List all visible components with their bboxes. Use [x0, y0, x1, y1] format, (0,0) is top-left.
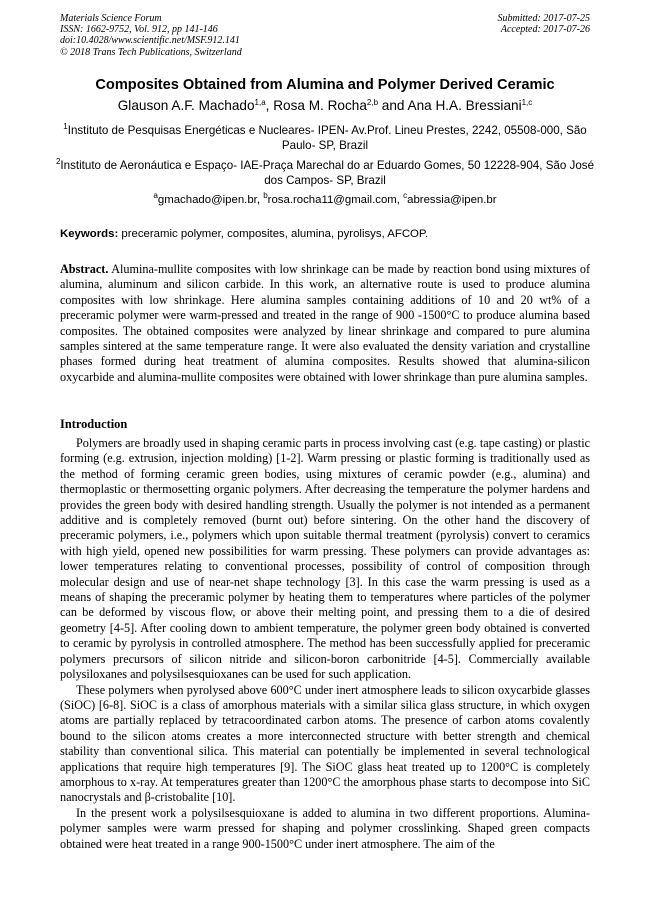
accepted-date: Accepted: 2017-07-26: [500, 24, 590, 36]
intro-paragraph: These polymers when pyrolysed above 600°C under inert atmosphere leads to silicon oxycarbide glasses (SiOC) [6-8]. SiOC is a class of amorphous materials with a similar silica glass structure, in which oxygen atoms are partially replaced by tetracoordinated carbon atoms. The presence of carbon atoms covalently bound to the silicon atoms creates a more interconnected structure with better strength and chemical stability than conventional silica. This material can potentially be implemented in several technological applications that require high temperatures [9]. The SiOC glass heat treated up to 1200°C is completely amorphous to x-ray. At temperatures greater than 1200°C the amorphous phase starts to decompose into SiC nanocrystals and β-cristobalite [10].: [60, 682, 590, 805]
issn-line: ISSN: 1662-9752, Vol. 912, pp 141-146: [60, 24, 218, 36]
journal-header: [60, 13, 242, 58]
author-sup: 1,a: [254, 98, 266, 107]
affiliation-2: [55, 159, 595, 188]
affiliation-sup: 1: [63, 122, 68, 131]
affiliation-sup: 2: [55, 157, 61, 166]
email-sup: b: [263, 191, 268, 200]
paper-title: Composites Obtained from Alumina and Polymer Derived Ceramic: [95, 77, 555, 93]
abstract-text: Alumina-mullite composites with low shrinkage can be made by reaction bond using mixtures of alumina, aluminum and silicon carbide. In this work, an alternative route is used to produce alumina composites with low shrinkage. Here alumina samples containing additions of 10 and 20 wt% of a preceramic polymer were warm-pressed and treated in the range of 900 -1500°C to produce alumina based composites. The obtained composites were analyzed by linear shrinkage and compared to pure alumina samples sintered at the same temperature range. It were also evaluated the density variation and crystalline phases formed during heat treatment of alumina composites. Results showed that alumina-silicon oxycarbide and alumina-mullite composites were obtained with lower shrinkage than pure alumina samples.: [60, 262, 590, 384]
email-sup: c: [403, 191, 408, 200]
intro-paragraph: In the present work a polysilsesquioxane is added to alumina in two different proportions. Alumina-polymer samples were warm pressed for shaping and polymer crosslinking. Shaped green compacts obtained were heat treated in a range 900-1500°C under inert atmosphere. The aim of the: [60, 805, 590, 851]
author-separator: ,: [265, 98, 274, 113]
intro-paragraph: Polymers are broadly used in shaping ceramic parts in process involving cast (e.g. tape casting) or plastic forming (e.g. extrusion, injection molding) [1-2]. Warm pressing or plastic forming is traditionally used as the method of forming ceramic green bodies, using mixtures of ceramic powder (e.g., alumina) and thermoplastic or thermosetting organic polymers. After decreasing the temperature the polymer hardens and provides the green body with desired handling strength. Usually the polymer is not intended as a permanent additive and is completely removed (burnt out) before sintering. On the other hand the discovery of preceramic polymers, i.e., polymers which upon suitable thermal treatment (pyrolysis) convert to ceramics with high yield, opened new possibilities for warm pressing. These polymers can provide advantages as: lower temperatures relating to conventional processes, possibility of control of composition through molecular design and use of near-net shape technology [3]. In this case the warm pressing is used as a means of shaping the preceramic polymer by heating them to temperatures where particles of the polymer can be deformed by viscous flow, or above their melting point, and pressing them to a die of desired geometry [4-5]. After cooling down to ambient temperature, the polymer green body obtained is converted to ceramic by pyrolysis in controlled atmosphere. The method has been successfully applied for preceramic polymers precursors of silicon nitride and silicon-boron carbonitride [4-5]. Commercially available polysiloxanes and polysilsesquioxanes can be used for such application.: [60, 436, 590, 682]
affiliation-1: [55, 124, 595, 153]
copyright-line: © 2018 Trans Tech Publications, Switzerland: [60, 46, 242, 58]
abstract-label: Abstract.: [60, 262, 109, 276]
email-link[interactable]: gmachado@ipen.br: [157, 194, 257, 206]
abstract: [60, 262, 590, 385]
email-list: $^a$gmachado@ipen.br, $^b$rosa.rocha11@gmail.com, $^c$abressia@ipen.br: [153, 191, 497, 206]
dates-header: [498, 13, 591, 35]
keywords-line: [60, 228, 590, 240]
submitted-date: Submitted: 2017-07-25: [497, 13, 590, 24]
doi-line: doi:10.4028/www.scientific.net/MSF.912.141: [60, 35, 240, 47]
affiliation-text: Instituto de Pesquisas Energéticas e Nucleares- IPEN- Av.Prof. Lineu Prestes, 2242, 05508-000, São Paulo- SP, Brazil: [67, 124, 587, 152]
author-name: Ana H.A. Bressiani: [407, 98, 522, 113]
affiliation-text: Instituto de Aeronáutica e Espaço- IAE-Praça Marechal do ar Eduardo Gomes, 50 12228-904, São José dos Campos- SP, Brazil: [60, 159, 595, 187]
introduction-body: [60, 436, 590, 852]
author-name: Rosa M. Rocha: [273, 98, 367, 113]
author-sup: 2,b: [366, 98, 379, 107]
author-list: [0, 98, 650, 113]
keywords-text: preceramic polymer, composites, alumina, pyrolisys, AFCOP.: [118, 228, 429, 240]
email-link[interactable]: abressia@ipen.br: [407, 194, 497, 206]
email-sup: a: [153, 191, 158, 200]
introduction-heading: Introduction: [60, 417, 128, 431]
email-link[interactable]: rosa.rocha11@gmail.com: [267, 194, 397, 206]
author-sup: 1,c: [521, 98, 533, 107]
author-name: Glauson A.F. Machado: [117, 98, 255, 113]
keywords-label: Keywords:: [60, 228, 119, 240]
author-conjunction: and: [378, 98, 408, 113]
journal-name: Materials Science Forum: [60, 13, 162, 24]
